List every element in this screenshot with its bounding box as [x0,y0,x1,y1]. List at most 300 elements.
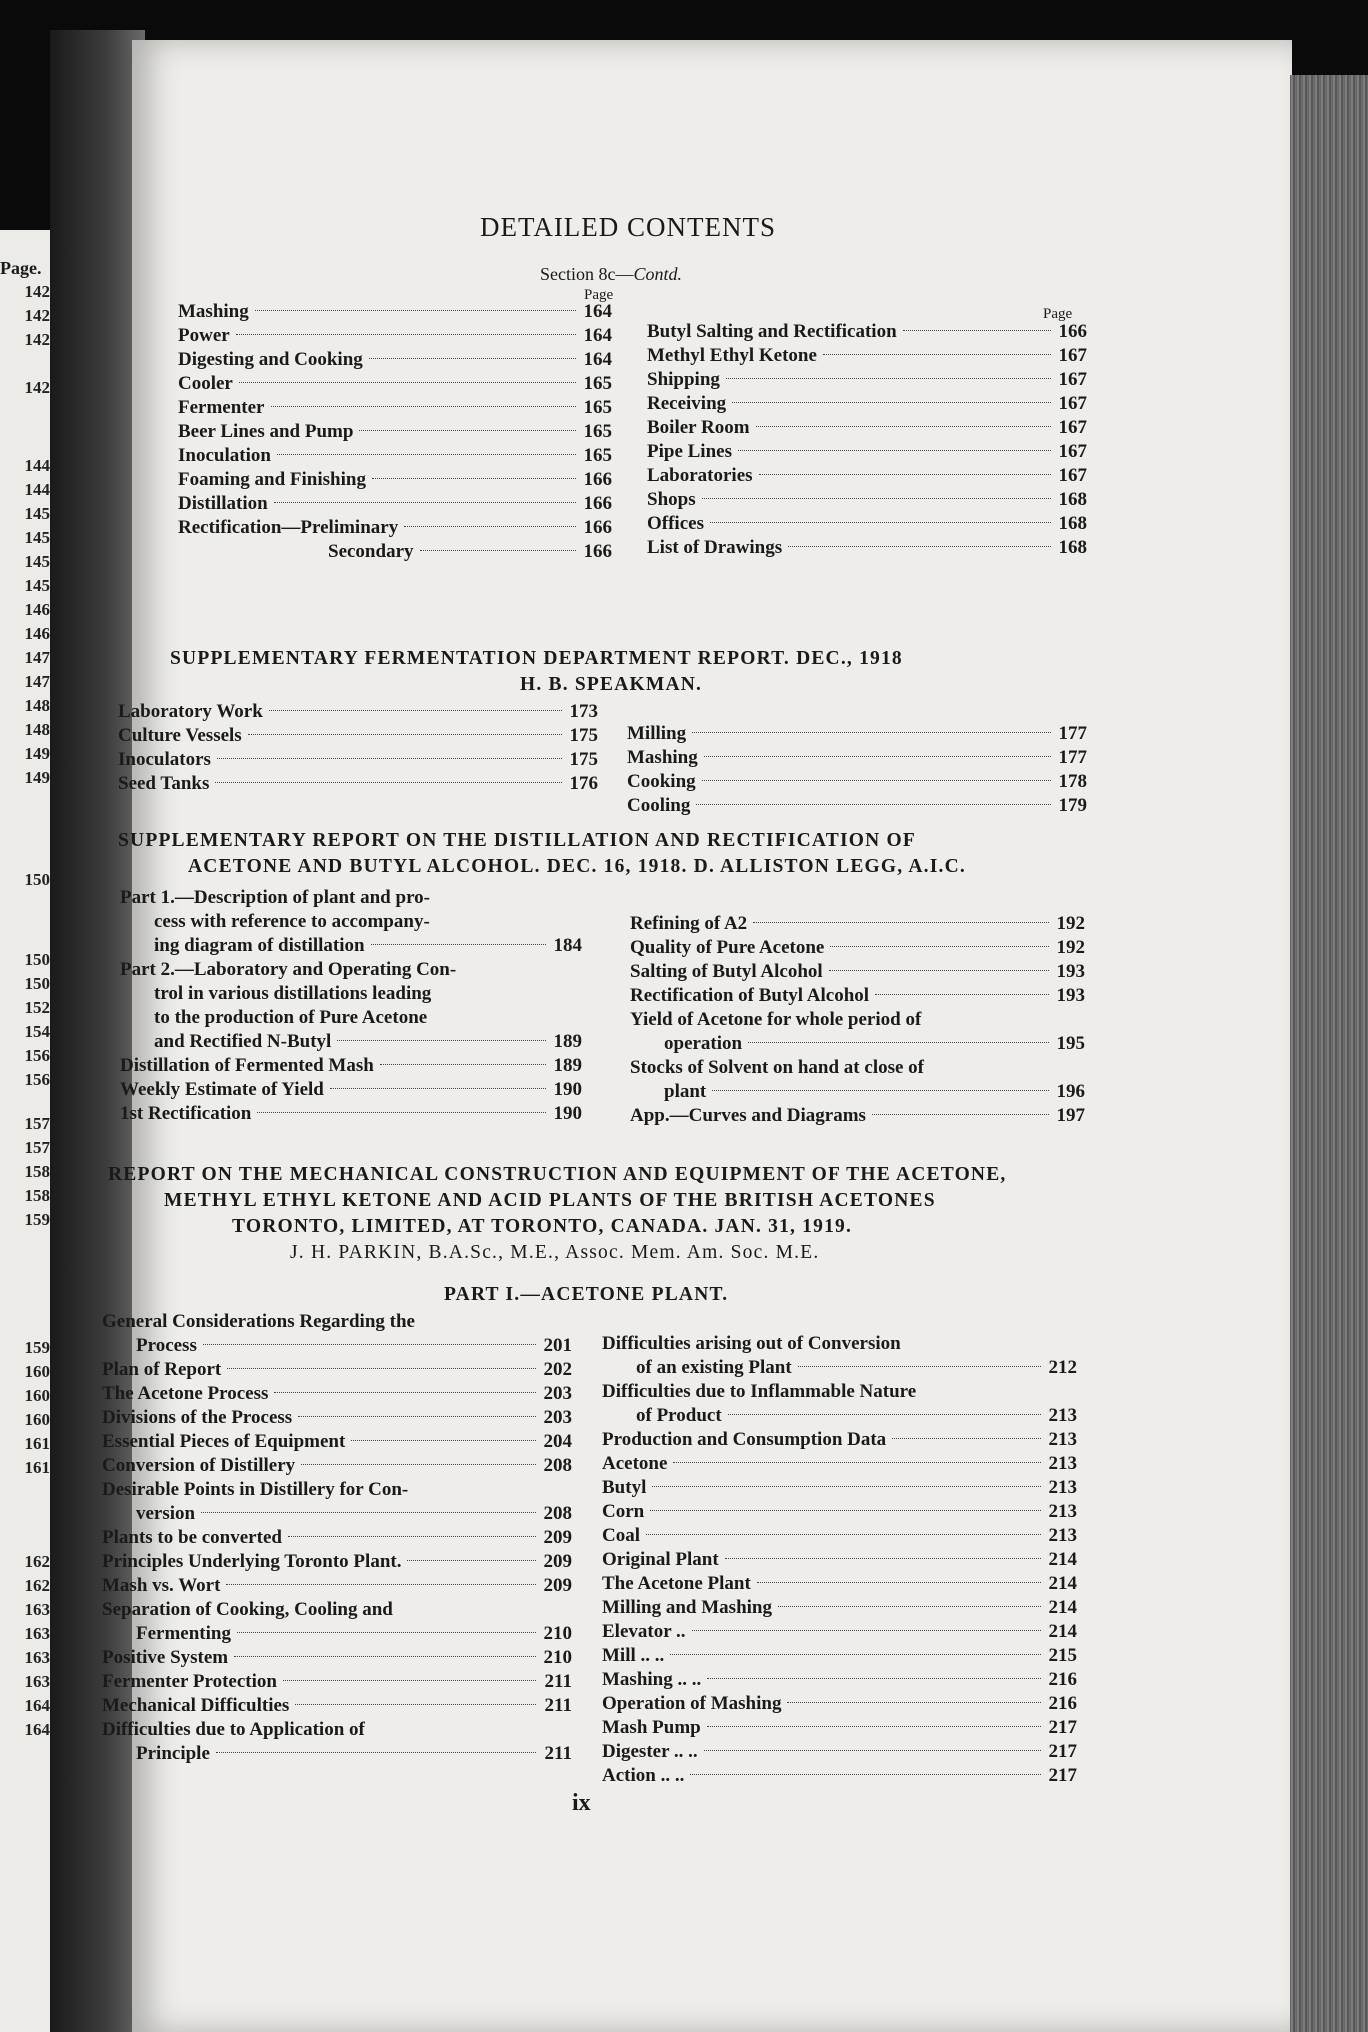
toc-entry [647,392,1087,416]
entry-label: Digesting and Cooking [178,349,363,370]
margin-page-number: 158 [24,1186,50,1205]
toc-entry [630,1080,1085,1104]
margin-page-number: 144 [24,456,50,475]
page-title: DETAILED CONTENTS [480,212,777,242]
entry-label: List of Drawings [647,537,783,558]
toc-entry [118,772,598,796]
dot-leader [646,1534,1041,1535]
margin-page-number: 163 [24,1600,50,1619]
margin-page-number: 142 [24,378,50,397]
dot-leader [203,1344,536,1345]
dot-leader [369,358,576,359]
entry-page: 208 [543,1503,572,1524]
entry-label: ing diagram of distillation [154,935,365,956]
entry-label: Acetone [602,1453,668,1474]
margin-page-number: 145 [24,576,50,595]
entry-label: Weekly Estimate of Yield [120,1079,324,1100]
dot-leader [652,1486,1041,1487]
entry-label: Production and Consumption Data [602,1429,887,1450]
entry-label-line: trol in various distillations leading [154,983,432,1004]
entry-page: 214 [1048,1597,1077,1618]
entry-page: 216 [1048,1693,1077,1714]
margin-page-number: 149 [24,768,50,787]
margin-page-number: 160 [24,1410,50,1429]
margin-page-number: 142 [24,330,50,349]
entry-label: Mechanical Difficulties [102,1695,290,1716]
entry-page: 203 [543,1383,572,1404]
toc-entry [102,1358,572,1382]
toc-entry [178,348,612,372]
dot-leader [875,994,1049,995]
toc-entry [602,1716,1077,1740]
entry-page: 165 [583,445,612,466]
entry-label: Laboratory Work [118,701,263,722]
entry-label: The Acetone Process [102,1383,269,1404]
entry-label: Culture Vessels [118,725,242,746]
entry-label: Mash vs. Wort [102,1575,221,1596]
entry-page: 193 [1056,985,1085,1006]
dot-leader [753,922,1049,923]
entry-page: 196 [1056,1081,1085,1102]
toc-entry [630,960,1085,984]
toc-entry [178,444,612,468]
margin-page-number: 150 [24,870,50,889]
margin-page-number: 158 [24,1162,50,1181]
toc-entry [602,1524,1077,1548]
entry-page: 190 [553,1079,582,1100]
page-folio: ix [572,1790,591,1816]
margin-page-number: 146 [24,600,50,619]
entry-label-line: Difficulties due to Inflammable Nature [602,1381,917,1402]
entry-label: Conversion of Distillery [102,1455,296,1476]
margin-page-number: 152 [24,998,50,1017]
margin-page-number: 148 [24,696,50,715]
entry-label: Original Plant [602,1549,719,1570]
entry-label: Plants to be converted [102,1527,282,1548]
entry-page: 168 [1058,537,1087,558]
entry-page: 166 [1058,321,1087,342]
entry-label: Cooking [627,771,696,792]
toc-entry [602,1620,1077,1644]
entry-label: and Rectified N-Butyl [154,1031,332,1052]
entry-page: 190 [553,1103,582,1124]
dot-leader [702,498,1051,499]
toc-entry [102,1622,572,1646]
entry-page: 202 [543,1359,572,1380]
entry-page: 164 [583,349,612,370]
margin-page-number: 145 [24,552,50,571]
entry-label: Secondary [328,541,414,562]
entry-label: operation [664,1033,743,1054]
entry-page: 168 [1058,513,1087,534]
margin-page-number: 161 [24,1434,50,1453]
supp2-heading-line-1: SUPPLEMENTARY REPORT ON THE DISTILLATION AND RECTIFICATION OF [118,830,916,851]
entry-page: 176 [569,773,598,794]
entry-label: of an existing Plant [636,1357,792,1378]
toc-entry [102,1430,572,1454]
toc-entry [627,746,1087,770]
entry-page: 213 [1048,1477,1077,1498]
entry-page: 204 [543,1431,572,1452]
dot-leader [201,1512,536,1513]
dot-leader [732,402,1051,403]
margin-page-number: 161 [24,1458,50,1477]
entry-page: 175 [569,725,598,746]
toc-entry [120,1078,582,1102]
dot-leader [295,1704,536,1705]
entry-page: 209 [543,1551,572,1572]
dot-leader [283,1680,536,1681]
toc-entry [602,1452,1077,1476]
entry-label: Milling [627,723,687,744]
margin-page-number: 160 [24,1386,50,1405]
margin-page-number: 163 [24,1672,50,1691]
dot-leader [227,1368,536,1369]
entry-label: Seed Tanks [118,773,210,794]
entry-label: Butyl Salting and Rectification [647,321,897,342]
entry-label: Refining of A2 [630,913,748,934]
dot-leader [234,1656,536,1657]
sec8c-left-column [178,300,612,564]
entry-page: 167 [1058,369,1087,390]
dot-leader [903,330,1051,331]
entry-page: 164 [583,325,612,346]
margin-page-number: 147 [24,672,50,691]
dot-leader [892,1438,1041,1439]
entry-label: Mashing [178,301,249,322]
entry-page: 210 [543,1623,572,1644]
dot-leader [823,354,1051,355]
dot-leader [748,1042,1049,1043]
entry-label: plant [664,1081,707,1102]
toc-entry [102,1742,572,1766]
dot-leader [271,406,577,407]
toc-entry [102,1334,572,1358]
dot-leader [274,502,576,503]
toc-entry [647,416,1087,440]
toc-entry [118,748,598,772]
entry-label: Distillation [178,493,268,514]
entry-label: Pipe Lines [647,441,732,462]
supp1-author: H. B. SPEAKMAN. [520,674,703,695]
sec8c-right-column [647,320,1087,560]
entry-page: 217 [1048,1741,1077,1762]
toc-entry [602,1692,1077,1716]
entry-label-line: Part 2.—Laboratory and Operating Con- [120,959,457,980]
toc-entry [647,320,1087,344]
dot-leader [301,1464,536,1465]
dot-leader [226,1584,536,1585]
entry-page: 167 [1058,441,1087,462]
dot-leader [738,450,1051,451]
dot-leader [702,780,1051,781]
dot-leader [216,1752,536,1753]
entry-page: 216 [1048,1669,1077,1690]
toc-entry [102,1382,572,1406]
dot-leader [829,970,1049,971]
dot-leader [351,1440,536,1441]
toc-entry [602,1572,1077,1596]
dot-leader [359,430,576,431]
entry-page: 201 [543,1335,572,1356]
entry-page: 192 [1056,937,1085,958]
toc-entry [178,300,612,324]
entry-label: Mashing .. .. [602,1669,702,1690]
entry-page: 166 [583,469,612,490]
toc-entry [602,1500,1077,1524]
dot-leader [372,478,576,479]
dot-leader [255,310,576,311]
dot-leader [380,1064,546,1065]
entry-page: 195 [1056,1033,1085,1054]
entry-label: Boiler Room [647,417,750,438]
entry-page: 213 [1048,1525,1077,1546]
entry-page: 217 [1048,1717,1077,1738]
supp1-right-column [627,722,1087,818]
entry-label: Quality of Pure Acetone [630,937,825,958]
toc-entry [120,1054,582,1078]
entry-page: 213 [1048,1405,1077,1426]
margin-page-number: 142 [24,306,50,325]
page-column-label-right: Page [1043,306,1073,322]
entry-page: 166 [583,541,612,562]
entry-page: 165 [583,421,612,442]
dot-leader [787,1702,1041,1703]
entry-label-line: Part 1.—Description of plant and pro- [120,887,430,908]
toc-entry [602,1644,1077,1668]
entry-label: Principle [136,1743,210,1764]
entry-label: Rectification—Preliminary [178,517,399,538]
dot-leader [217,758,562,759]
entry-label: Salting of Butyl Alcohol [630,961,823,982]
entry-label: Rectification of Butyl Alcohol [630,985,870,1006]
toc-entry [602,1548,1077,1572]
margin-page-number: 154 [24,1022,50,1041]
toc-entry [178,468,612,492]
dot-leader [277,454,576,455]
entry-page: 192 [1056,913,1085,934]
dot-leader [407,1560,536,1561]
dot-leader [673,1462,1041,1463]
margin-page-number: 150 [24,950,50,969]
toc-entry [120,1030,582,1054]
margin-page-number: 142 [24,282,50,301]
toc-entry [118,724,598,748]
entry-page: 189 [553,1031,582,1052]
entry-label-line: Stocks of Solvent on hand at close of [630,1057,924,1078]
toc-entry [102,1550,572,1574]
entry-label: Butyl [602,1477,647,1498]
dot-leader [237,1632,536,1633]
entry-page: 209 [543,1575,572,1596]
dot-leader [274,1392,536,1393]
entry-label-line: Desirable Points in Distillery for Con- [102,1479,409,1500]
entry-page: 168 [1058,489,1087,510]
dot-leader [757,1582,1041,1583]
entry-page: 210 [543,1647,572,1668]
toc-entry [102,1454,572,1478]
entry-label: Essential Pieces of Equipment [102,1431,346,1452]
toc-entry [602,1668,1077,1692]
dot-leader [712,1090,1049,1091]
toc-entry [102,1694,572,1718]
margin-page-number: 160 [24,1362,50,1381]
toc-entry [602,1596,1077,1620]
toc-entry [178,420,612,444]
toc-entry [120,934,582,958]
toc-entry [647,344,1087,368]
entry-label: Action .. .. [602,1765,685,1786]
dot-leader [269,710,562,711]
entry-page: 208 [543,1455,572,1476]
dot-leader [330,1088,546,1089]
dot-leader [725,1558,1041,1559]
dot-leader [726,378,1051,379]
toc-entry [102,1670,572,1694]
entry-label-line: Difficulties arising out of Conversion [602,1333,901,1354]
page-column-label-left: Page [584,287,614,303]
entry-label-line: Yield of Acetone for whole period of [630,1009,922,1030]
entry-page: 166 [583,517,612,538]
entry-label: Inoculation [178,445,271,466]
supp2-heading-line-2: ACETONE AND BUTYL ALCOHOL. DEC. 16, 1918. D. ALLISTON LEGG, A.I.C. [188,856,966,877]
toc-entry [102,1502,572,1526]
toc-entry [118,700,598,724]
entry-page: 165 [583,397,612,418]
dot-leader [690,1774,1041,1775]
entry-label: App.—Curves and Diagrams [630,1105,866,1126]
entry-label: 1st Rectification [120,1103,252,1124]
margin-page-number: 159 [24,1210,50,1229]
margin-page-number: 144 [24,480,50,499]
dot-leader [670,1654,1041,1655]
dot-leader [704,756,1051,757]
entry-label: Power [178,325,230,346]
dot-leader [239,382,576,383]
entry-label: Offices [647,513,704,534]
section-label: Section 8c—Contd. [540,264,682,284]
entry-label-line: Difficulties due to Application of [102,1719,365,1740]
entry-page: 173 [569,701,598,722]
entry-label: Operation of Mashing [602,1693,782,1714]
dot-leader [788,546,1051,547]
entry-label: Mill .. .. [602,1645,665,1666]
entry-label-line: Separation of Cooking, Cooling and [102,1599,393,1620]
entry-page: 177 [1058,723,1087,744]
entry-page: 175 [569,749,598,770]
dot-leader [257,1112,546,1113]
entry-label: Cooling [627,795,691,816]
entry-page: 217 [1048,1765,1077,1786]
entry-page: 214 [1048,1549,1077,1570]
dot-leader [337,1040,546,1041]
margin-page-number: 163 [24,1648,50,1667]
dot-leader [872,1114,1049,1115]
toc-entry [647,536,1087,560]
dot-leader [830,946,1049,947]
toc-entry [627,770,1087,794]
entry-label: Distillation of Fermented Mash [120,1055,374,1076]
report-part-heading: PART I.—ACETONE PLANT. [444,1284,729,1305]
entry-page: 214 [1048,1573,1077,1594]
margin-page-number: 156 [24,1070,50,1089]
dot-leader [696,804,1051,805]
entry-label: Shipping [647,369,720,390]
toc-entry [178,396,612,420]
margin-page-number: 146 [24,624,50,643]
margin-page-number: 162 [24,1576,50,1595]
entry-label: Divisions of the Process [102,1407,293,1428]
margin-page-number: 164 [24,1696,50,1715]
entry-page: 215 [1048,1645,1077,1666]
entry-label: Milling and Mashing [602,1597,772,1618]
entry-label: Fermenter Protection [102,1671,277,1692]
dot-leader [707,1678,1041,1679]
entry-label: Principles Underlying Toronto Plant. [102,1551,402,1572]
toc-entry [647,464,1087,488]
toc-entry [627,794,1087,818]
entry-label: Digester .. .. [602,1741,698,1762]
entry-page: 177 [1058,747,1087,768]
report-heading-line-3: TORONTO, LIMITED, AT TORONTO, CANADA. JAN. 31, 1919. [232,1216,853,1237]
margin-page-number: 164 [24,1720,50,1739]
dot-leader [759,474,1051,475]
entry-label: Corn [602,1501,645,1522]
entry-label: Elevator .. [602,1621,686,1642]
toc-entry [630,936,1085,960]
entry-page: 213 [1048,1429,1077,1450]
entry-page: 211 [544,1671,572,1692]
toc-entry [630,1032,1085,1056]
toc-entry [102,1646,572,1670]
page-edges [1290,75,1368,2032]
entry-page: 164 [583,301,612,322]
entry-label-line: to the production of Pure Acetone [154,1007,428,1028]
entry-page: 179 [1058,795,1087,816]
entry-page: 166 [583,493,612,514]
entry-label: Process [136,1335,197,1356]
toc-entry [647,440,1087,464]
toc-entry [602,1404,1077,1428]
toc-entry [102,1574,572,1598]
entry-label: Methyl Ethyl Ketone [647,345,817,366]
entry-label: Cooler [178,373,233,394]
entry-label: Laboratories [647,465,753,486]
dot-leader [248,734,562,735]
entry-label: Receiving [647,393,727,414]
toc-entry [178,324,612,348]
margin-page-number: 156 [24,1046,50,1065]
entry-page: 167 [1058,345,1087,366]
entry-page: 211 [544,1743,572,1764]
dot-leader [707,1726,1041,1727]
entry-label: Shops [647,489,696,510]
dot-leader [236,334,576,335]
dot-leader [215,782,562,783]
margin-page-number: 148 [24,720,50,739]
toc-entry [602,1356,1077,1380]
entry-label: Coal [602,1525,640,1546]
toc-entry [602,1476,1077,1500]
entry-label: Positive System [102,1647,229,1668]
entry-label-line: cess with reference to accompany- [154,911,430,932]
entry-label: The Acetone Plant [602,1573,751,1594]
dot-leader [798,1366,1041,1367]
margin-page-number: 150 [24,974,50,993]
toc-entry [630,1104,1085,1128]
dot-leader [710,522,1051,523]
margin-page-number: 159 [24,1338,50,1357]
